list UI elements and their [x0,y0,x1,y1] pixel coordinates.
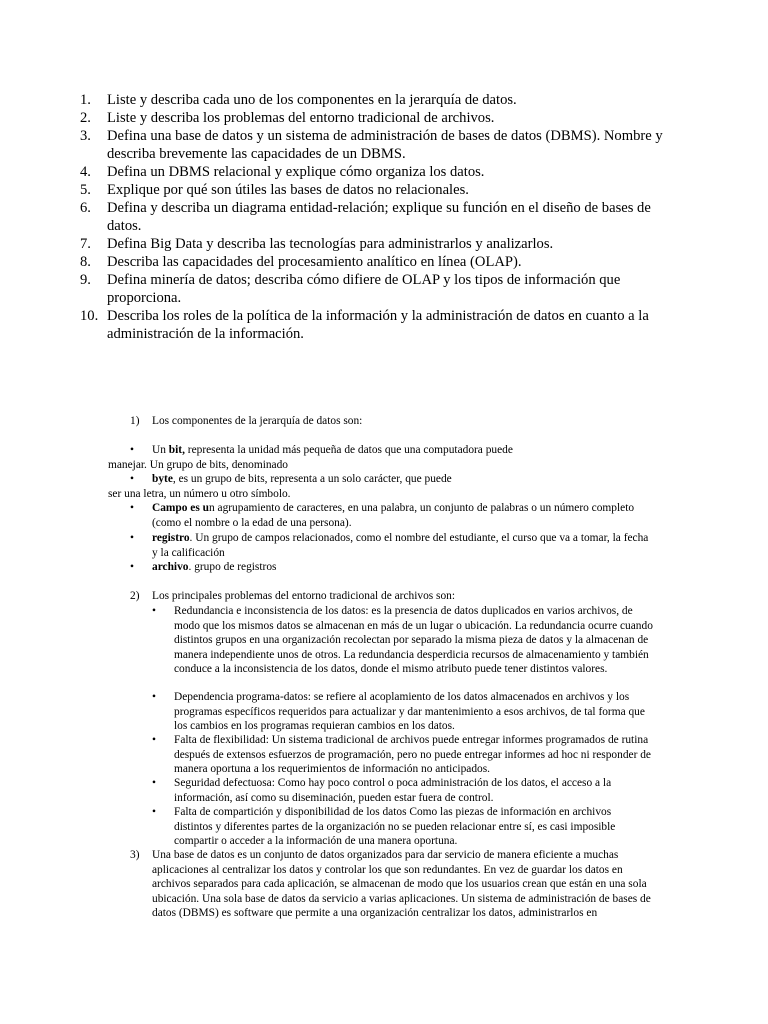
question-text: Defina minería de datos; describa cómo difiere de OLAP y los tipos de información que proporciona. [107,272,621,306]
bullet-icon: • [152,734,156,746]
answer-number: 1) [130,415,140,427]
bit-line: Un bit, representa la unidad más pequeña de datos que una computadora puede [152,444,513,456]
question-text: Describa los roles de la política de la información y la administración de datos en cuanto a la administración de la información. [107,308,649,342]
problem-item: Falta de flexibilidad: Un sistema tradicional de archivos puede entregar informes programados de rutina después de extensos esfuerzos de programación, pero no puede entregar informes ad hoc ni responder de manera oportuna a los requerimientos de información no anticipados. [174,734,651,775]
registro-item: registro. Un grupo de campos relacionados, como el nombre del estudiante, el curso que va a tomar, la fecha y la calificación [152,532,649,559]
question-item [80,307,680,343]
question-text: Defina un DBMS relacional y explique cómo organiza los datos. [107,164,485,180]
answer-number: 2) [130,590,140,602]
bullet-icon: • [152,806,156,818]
archivo-item: archivo. grupo de registros [152,561,277,573]
question-item [80,127,680,163]
term-campo: Campo es u [152,502,209,514]
question-item [80,253,680,271]
answer-text: Una base de datos es un conjunto de datos organizados para dar servicio de manera eficiente a muchas aplicaciones al centralizar los datos y controlar los que son redundantes. En vez de guardar los datos en archivos separados para cada aplicación, se almacenan de modo que los usuarios crean que están en una sola ubicación. Una sola base de datos da servicio a varias aplicaciones. Un sistema de administración de bases de datos (DBMS) es software que permite a una organización centralizar los datos, administrarlos en [152,849,651,919]
term-byte: byte [152,473,173,485]
campo-item: Campo es un agrupamiento de caracteres, en una palabra, un conjunto de palabras o un número completo (como el nombre o la edad de una persona). [152,502,635,529]
question-text: Liste y describa los problemas del entorno tradicional de archivos. [107,110,495,126]
answer-heading: Los principales problemas del entorno tradicional de archivos son: [152,590,456,602]
question-number: 1. [80,92,91,108]
bullet-icon: • [152,691,156,703]
answer-number: 3) [130,849,140,861]
questions-list [80,91,680,343]
question-number: 9. [80,272,91,288]
question-text: Defina Big Data y describa las tecnologías para administrarlos y analizarlos. [107,236,554,252]
question-text: Describa las capacidades del procesamiento analítico en línea (OLAP). [107,254,522,270]
question-text: Liste y describa cada uno de los componentes en la jerarquía de datos. [107,92,517,108]
question-number: 4. [80,164,91,180]
question-item [80,199,680,235]
question-item [80,181,680,199]
problem-item: Dependencia programa-datos: se refiere al acoplamiento de los datos almacenados en archivos y los programas específicos requeridos para actualizar y dar mantenimiento a esos archivos, de tal forma que los cambios en los programas requieran cambios en los datos. [174,691,645,732]
question-number: 7. [80,236,91,252]
bullet-icon: • [152,605,156,617]
question-number: 10. [80,308,99,324]
question-item [80,163,680,181]
bit-line-continued: manejar. Un grupo de bits, denominado [108,458,288,471]
bullet-icon: • [130,561,134,573]
question-item [80,91,680,109]
problem-item: Redundancia e inconsistencia de los datos: es la presencia de datos duplicados en varios archivos, de modo que los mismos datos se almacenan en más de un lugar o ubicación. La redundancia ocurre cuando distintos grupos en una organización recolectan por separado la misma pieza de datos y la almacenan de manera independiente unos de otros. La redundancia desperdicia recursos de almacenamiento y también conduce a la inconsistencia de los datos, donde el mismo atributo puede tener distintos valores. [174,605,653,675]
term-bit: bit, [168,444,185,456]
bullet-icon: • [130,473,134,485]
term-archivo: archivo [152,561,189,573]
term-registro: registro [152,532,190,544]
question-number: 3. [80,128,91,144]
bullet-icon: • [130,444,134,456]
bullet-icon: • [152,777,156,789]
question-text: Explique por qué son útiles las bases de datos no relacionales. [107,182,469,198]
byte-line: byte, es un grupo de bits, representa a un solo carácter, que puede [152,473,452,485]
question-item [80,271,680,307]
question-number: 8. [80,254,91,270]
bullet-icon: • [130,532,134,544]
question-number: 2. [80,110,91,126]
question-item [80,235,680,253]
question-number: 6. [80,200,91,216]
answer-heading: Los componentes de la jerarquía de datos son: [152,415,363,427]
bullet-icon: • [130,502,134,514]
problem-item: Seguridad defectuosa: Como hay poco control o poca administración de los datos, el acceso a la información, así como su diseminación, pueden estar fuera de control. [174,777,612,804]
question-number: 5. [80,182,91,198]
problem-item: Falta de compartición y disponibilidad de los datos Como las piezas de información en archivos distintos y diferentes partes de la organización no se pueden relacionar entre sí, es casi imposible compartir o acceder a la información de una manera oportuna. [174,806,616,847]
byte-line-continued: ser una letra, un número u otro símbolo. [108,487,291,500]
question-item [80,109,680,127]
question-text: Defina y describa un diagrama entidad-relación; explique su función en el diseño de bases de datos. [107,200,651,234]
question-text: Defina una base de datos y un sistema de administración de bases de datos (DBMS). Nombre y describa brevemente las capacidades de un DBMS. [107,128,663,162]
